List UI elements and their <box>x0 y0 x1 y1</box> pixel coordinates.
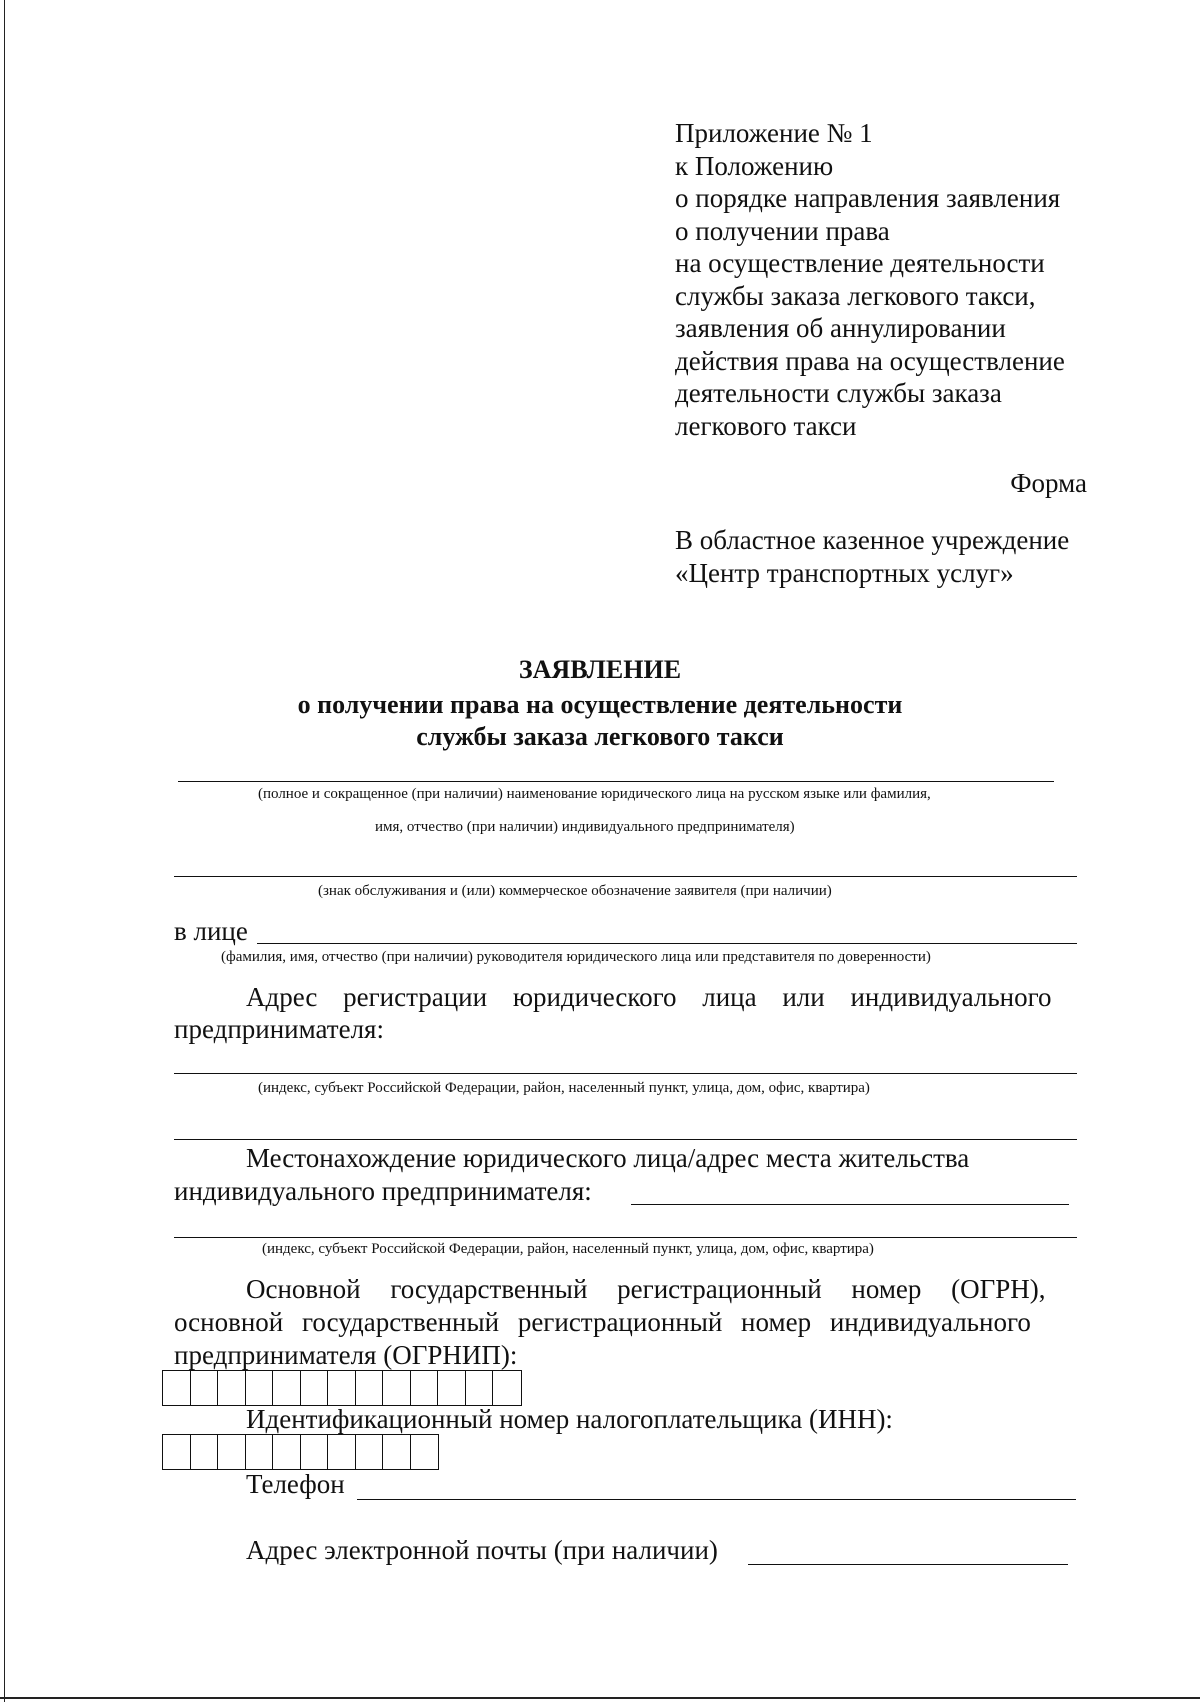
location-line-2[interactable] <box>174 1237 1077 1238</box>
ogrn-digit-cell[interactable] <box>493 1371 521 1405</box>
ogrn-digit-cell[interactable] <box>466 1371 494 1405</box>
inn-digit-cell[interactable] <box>411 1435 439 1469</box>
ogrn-digit-cell[interactable] <box>438 1371 466 1405</box>
inn-digit-cell[interactable] <box>246 1435 274 1469</box>
inn-digit-cell[interactable] <box>328 1435 356 1469</box>
appendix-line: заявления об аннулировании <box>675 313 1006 343</box>
document-title: ЗАЯВЛЕНИЕ <box>518 655 682 684</box>
appendix-line: о получении права <box>675 215 890 246</box>
reg-address-line[interactable] <box>174 1073 1077 1074</box>
phone-line[interactable] <box>357 1499 1076 1500</box>
ogrn-digit-cell[interactable] <box>163 1371 191 1405</box>
appendix-line: Приложение № 1 <box>675 118 873 148</box>
location-line[interactable] <box>631 1204 1069 1205</box>
name-caption-2: имя, отчество (при наличии) индивидуального предпринимателя) <box>375 819 795 835</box>
reg-address-label-2: предпринимателя: <box>174 1014 384 1044</box>
inn-label: Идентификационный номер налогоплательщика (ИНН): <box>246 1404 893 1434</box>
representative-caption: (фамилия, имя, отчество (при наличии) руководителя юридического лица или представителя по доверенности) <box>221 949 931 965</box>
ogrn-digit-cell[interactable] <box>246 1371 274 1405</box>
appendix-line: на осуществление деятельности <box>675 248 1045 278</box>
addressee-line-1: В областное казенное учреждение <box>675 525 1070 555</box>
ogrn-label-1: Основной государственный регистрационный номер (ОГРН), <box>246 1274 1046 1304</box>
appendix-line: к Положению <box>675 150 834 181</box>
ogrn-digit-cell[interactable] <box>301 1371 329 1405</box>
email-line[interactable] <box>748 1564 1068 1565</box>
inn-digit-cell[interactable] <box>356 1435 384 1469</box>
brand-line[interactable] <box>174 876 1077 877</box>
appendix-line: о порядке направления заявления <box>675 183 1061 213</box>
appendix-line: легкового такси <box>675 410 857 441</box>
phone-label: Телефон <box>246 1469 345 1499</box>
reg-address-caption: (индекс, субъект Российской Федерации, район, населенный пункт, улица, дом, офис, квартира) <box>258 1080 870 1096</box>
scan-bottom-edge <box>0 1697 1200 1699</box>
scan-left-edge <box>4 0 5 1702</box>
ogrn-digit-cell[interactable] <box>218 1371 246 1405</box>
ogrn-digit-cell[interactable] <box>383 1371 411 1405</box>
inn-input-cells[interactable] <box>162 1434 439 1470</box>
appendix-line: службы заказа легкового такси, <box>675 280 1036 311</box>
inn-digit-cell[interactable] <box>273 1435 301 1469</box>
reg-address-line-2[interactable] <box>174 1139 1077 1140</box>
location-label-2: индивидуального предпринимателя: <box>174 1176 592 1206</box>
appendix-line: деятельности службы заказа <box>675 378 1002 408</box>
document-subtitle-2: службы заказа легкового такси <box>416 722 784 751</box>
inn-digit-cell[interactable] <box>218 1435 246 1469</box>
inn-digit-cell[interactable] <box>383 1435 411 1469</box>
representative-line[interactable] <box>257 943 1077 944</box>
name-caption-1: (полное и сокращенное (при наличии) наименование юридического лица на русском языке или фамилия, <box>258 786 931 802</box>
ogrn-digit-cell[interactable] <box>411 1371 439 1405</box>
name-line[interactable] <box>178 781 1054 782</box>
brand-caption: (знак обслуживания и (или) коммерческое обозначение заявителя (при наличии) <box>318 883 832 899</box>
in-person-label: в лице <box>174 916 248 946</box>
location-label-1: Местонахождение юридического лица/адрес места жительства <box>246 1143 970 1173</box>
inn-digit-cell[interactable] <box>163 1435 191 1469</box>
document-subtitle-1: о получении права на осуществление деятельности <box>297 690 903 719</box>
location-caption: (индекс, субъект Российской Федерации, район, населенный пункт, улица, дом, офис, квартира) <box>262 1241 874 1257</box>
addressee-line-2: «Центр транспортных услуг» <box>675 558 1014 588</box>
form-label: Форма <box>1010 468 1087 498</box>
reg-address-label-1: Адрес регистрации юридического лица или индивидуального <box>246 982 1052 1012</box>
ogrn-label-2: основной государственный регистрационный номер индивидуального <box>174 1307 1031 1337</box>
email-label: Адрес электронной почты (при наличии) <box>246 1535 718 1565</box>
inn-digit-cell[interactable] <box>191 1435 219 1469</box>
inn-digit-cell[interactable] <box>301 1435 329 1469</box>
ogrn-digit-cell[interactable] <box>328 1371 356 1405</box>
appendix-block <box>675 117 1065 442</box>
ogrn-label-3: предпринимателя (ОГРНИП): <box>174 1340 518 1370</box>
ogrn-digit-cell[interactable] <box>273 1371 301 1405</box>
ogrn-digit-cell[interactable] <box>191 1371 219 1405</box>
appendix-line: действия права на осуществление <box>675 345 1065 376</box>
ogrn-input-cells[interactable] <box>162 1370 522 1406</box>
ogrn-digit-cell[interactable] <box>356 1371 384 1405</box>
